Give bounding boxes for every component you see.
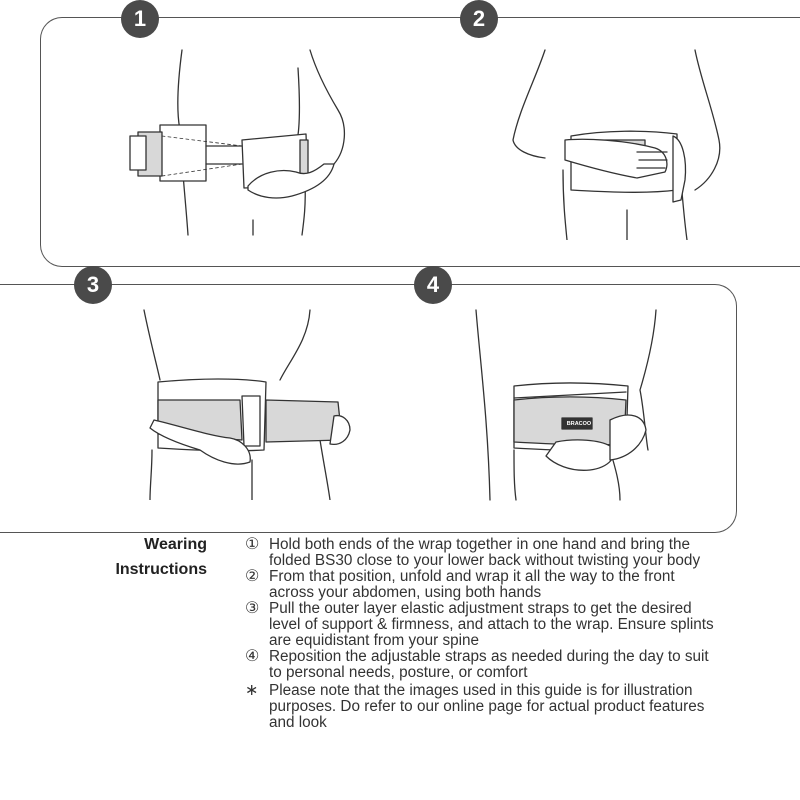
step-number-2: ② <box>245 568 260 585</box>
instruction-step-1 <box>245 537 715 569</box>
step-badge-3: 3 <box>74 266 112 304</box>
product-label: BRACOO <box>566 421 592 427</box>
step-number-3: ③ <box>245 600 260 617</box>
note-symbol: ∗ <box>245 682 259 699</box>
step-1-illustration <box>120 40 360 240</box>
instructions-heading-line1: Wearing <box>144 536 207 553</box>
step-text-1: Hold both ends of the wrap together in one hand and bring the folded BS30 close to your lower back without twisting your body <box>269 536 701 569</box>
note-text: Please note that the images used in this guide is for illustration purposes. Do refer to our online page for actual product features and look <box>269 682 705 731</box>
step-4-illustration <box>470 300 700 510</box>
step-badge-2: 2 <box>460 0 498 38</box>
step-badge-4: 4 <box>414 266 452 304</box>
step-number-1: ① <box>245 536 260 553</box>
instruction-step-2 <box>245 569 715 601</box>
instruction-note <box>245 683 715 731</box>
step-number-4: ④ <box>245 648 260 665</box>
instructions-heading-line2: Instructions <box>115 561 207 578</box>
step-text-4: Reposition the adjustable straps as needed during the day to suit to personal needs, posture, or comfort <box>269 648 709 681</box>
instruction-step-4 <box>245 649 715 681</box>
step-2-illustration <box>505 40 745 240</box>
instructions-list <box>245 537 715 731</box>
step-3-illustration <box>130 300 360 500</box>
step-text-2: From that position, unfold and wrap it all the way to the front across your abdomen, using both hands <box>269 568 675 601</box>
step-text-3: Pull the outer layer elastic adjustment straps to get the desired level of support & firmness, and attach to the wrap. Ensure splints are equidistant from your spine <box>269 600 714 649</box>
step-badge-1: 1 <box>121 0 159 38</box>
instruction-step-3 <box>245 601 715 649</box>
